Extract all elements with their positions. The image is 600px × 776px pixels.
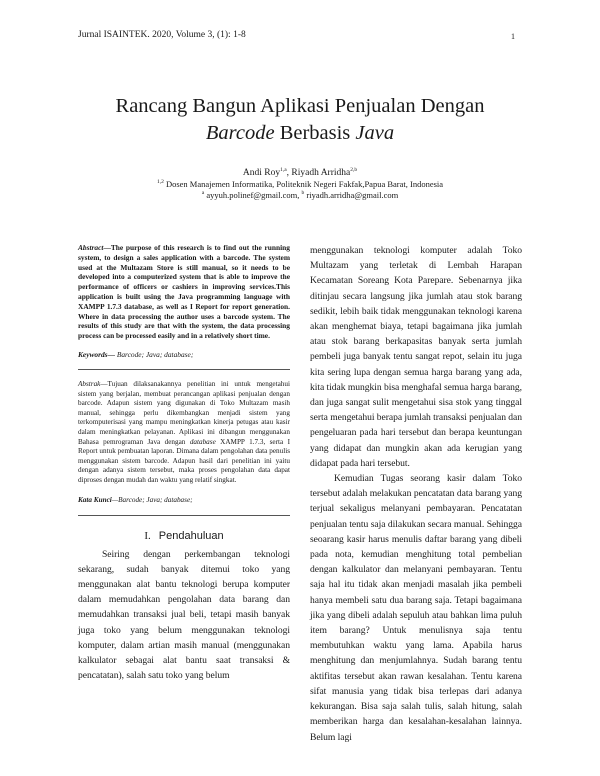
email-a: ayyuh.polinef@gmail.com, <box>204 190 302 200</box>
author-separator: , <box>286 168 292 178</box>
affiliation-text: Dosen Manajemen Informatika, Politeknik Negeri Fakfak,Papua Barat, Indonesia <box>163 179 444 189</box>
abstract-label: Abstract <box>78 243 104 252</box>
abstract-text: —The purpose of this research is to find out the running system, to design a sales application with a barcode. The system used at the Multazam Store is still manual, so it needs to be developed into a computerized system that is able to improve the performance of officers or cashiers in improving services.This application is built using the Java programming language with XAMPP 1.7.3 database, as well as I Report for report generation. Where in data processing the author uses a barcode system. The results of this study are that with the system, the data processing process can be processed easily and in a relatively short time. <box>78 243 290 341</box>
keywords-text: Barcode; Java; database; <box>114 349 194 359</box>
email-a-sup: a <box>201 190 205 196</box>
affiliation-sup: 1,2 <box>156 179 164 185</box>
abstrak-text-2: XAMPP 1.7.3, serta I Report untuk pembuatan laporan. Dimana dalam pengolahan data penulis menggunakan sistem barcode. Adapun hasil dari penelitian ini yaitu dengan adanya sistem tersebut, maka proses pengolahan data dapat diproses dengan mudah dan waktu yang relatif singkat. <box>78 437 290 484</box>
right-paragraph-2: Kemudian Tugas seorang kasir dalam Toko tersebut adalah melakukan pencatatan data barang yang terjual sekaligus melanyani pembayaran. Pencatatan penjualan tentu saja dilakukan secara manual. Sehingga seoarang kasir harus menulis daftar barang yang dibeli pada nota, kemudian menghitung total pembelian dengan kalkulator dan melanyani pembayaran. Tentu saja hal itu tidak akan menjadi masalah jika pembeli hanya membeli satu dua barang saja. Tetapi bagaimana jika yang dibeli adalah sepuluh atau bahkan lima puluh item barang? Untuk menulisnya saja tentu membutuhkan waktu yang lama. Apabila harus menghitung dan menjumlahnya. Sudah barang tentu aktifitas tersebut akan rawan kesalahan. Tentu karena sifat manusia yang tidak bisa terlepas dari adanya kekurangan. Bisa saja salah tulis, salah hitung, salah memberikan harga dan kesalahan-kesalahan lainnya. Belum lagi <box>310 473 522 743</box>
email-b: riyadh.arridha@gmail.com <box>304 190 399 200</box>
journal-header: Jurnal ISAINTEK. 2020, Volume 3, (1): 1-8 <box>78 30 246 40</box>
kata-kunci-label: Kata Kunci <box>78 495 112 504</box>
affiliation <box>0 179 600 189</box>
intro-paragraph: Seiring dengan perkembangan teknologi sekarang, sudah banyak ditemui toko yang menggunakan alat bantu teknologi berupa komputer dalam memudahkan pengolahan data barang dan memudahkan transaksi jual beli, tetapi masih banyak juga toko yang belum menggunakan teknologi komputer, dalam artian masih manual (menggunakan kalkulator sebagai alat bantu saat transaksi & pencatatan), salah satu toko yang belum <box>78 548 290 682</box>
left-column <box>78 243 290 683</box>
abstrak-text-1: —Tujuan dilaksanakannya penelitian ini untuk mengetahui sistem yang berjalan, membuat perancangan aplikasi penjualan dengan barcode. Adapun sistem yang digunakan di Toko Multazam masih manual, sehingga perlu dikembangkan menjadi sistem yang terkomputerisasi yang mampu meningkatkan kinerja petugas atau kasir dalam meningkatkan pelayanan. Aplikasi ini dibangun menggunakan Bahasa pemrograman Java dengan <box>78 379 290 446</box>
abstrak-text-italic: database <box>189 437 216 446</box>
page-number: 1 <box>511 32 515 41</box>
paper-title-line1: Rancang Bangun Aplikasi Penjualan Dengan <box>115 95 485 117</box>
right-paragraph-1: menggunakan teknologi komputer adalah Toko Multazam yang terletak di Lembah Harapan Kecamatan Soreang Kota Parepare. Sebenarnya jika ditinjau secara langsung jika jumlah atau stok barang sedikit, lebih baik tidak menggunakan teknologi karena akan menghemat biaya, tetapi bagaimana jika jumlah atau stok barang berkapasitas banyak serta jumlah pembeli juga banyak tentu sangat repot, selain itu juga kita sering lupa dengan semua harga barang yang ada, kita tidak mungkin bisa menghafal semua harga barang, dan juga sangat sulit mengetahui sisa stok yang tinggal serta mengetahui berapa jumlah transaksi penjualan dan pengeluaran pada hari tersebut dan berapa keuntungan yang didapat dan mungkin akan ada kerugian yang didapat pada hari tersebut. <box>310 245 523 469</box>
paper-title-line2 <box>0 120 600 146</box>
keywords-indonesian <box>78 495 290 505</box>
email-b-sup: b <box>301 190 305 196</box>
abstract-english <box>78 243 290 341</box>
title-italic-java: Java <box>355 122 395 144</box>
author-2-sup: 2,b <box>350 167 358 173</box>
divider-2 <box>78 515 290 516</box>
abstract-indonesian <box>78 380 290 486</box>
title-italic-barcode: Barcode <box>205 122 275 144</box>
section-number: I. <box>144 529 151 542</box>
author-2: Riyadh Arridha <box>291 168 351 178</box>
kata-kunci-text: —Barcode; Java; database; <box>111 495 193 504</box>
author-line <box>0 167 600 178</box>
keywords-label: Keywords— <box>78 349 115 359</box>
section-title: Pendahuluan <box>158 529 224 542</box>
divider <box>78 369 290 370</box>
right-column <box>310 243 522 745</box>
abstrak-label: Abstrak <box>78 379 101 388</box>
section-heading <box>78 530 290 542</box>
author-1-sup: 1,a <box>280 167 287 173</box>
title-middle: Berbasis <box>274 122 356 144</box>
emails <box>0 190 600 200</box>
keywords-english <box>78 350 290 360</box>
author-1: Andi Roy <box>242 168 281 178</box>
